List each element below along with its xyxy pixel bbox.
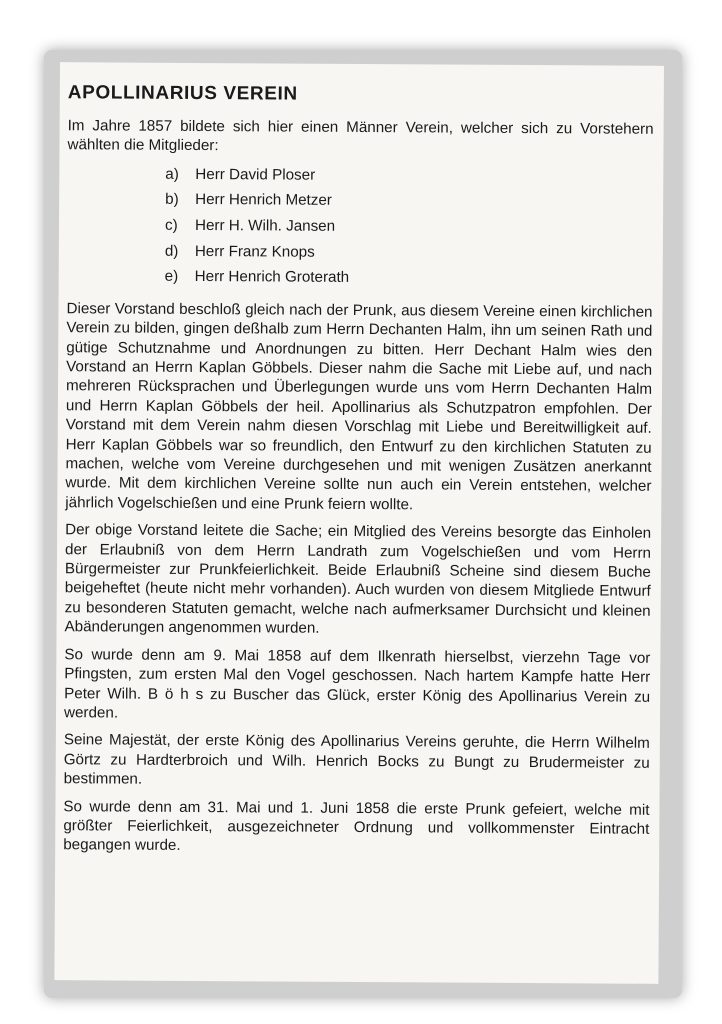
list-item-letter: c) xyxy=(164,216,178,234)
list-item-name: Herr Henrich Groterath xyxy=(194,268,350,287)
list-item xyxy=(165,213,653,242)
intro-paragraph: Im Jahre 1857 bildete sich hier einen Männer Verein, welcher sich zu Vorstehern wählten die Mitglieder: xyxy=(67,117,654,155)
list-item-letter: b) xyxy=(165,191,179,209)
list-item-letter: e) xyxy=(164,267,179,286)
list-item xyxy=(165,264,653,293)
document-title: APOLLINARIUS VEREIN xyxy=(67,82,298,105)
list-item xyxy=(165,162,653,191)
body-paragraph: So wurde denn am 31. Mai und 1. Juni 1858 die erste Prunk gefeiert, welche mit größter Feierlichkeit, ausgezeichneter Ordnung und vollkommenster Eintracht begangen wurde. xyxy=(63,797,650,855)
list-item-letter: d) xyxy=(164,242,179,260)
body-paragraph: So wurde denn am 9. Mai 1858 auf dem Ilkenrath hierselbst, vierzehn Tage vor Pfingsten, zum ersten Mal den Vogel geschossen. Nach hartem Kampfe hatte Herr Peter Wilh. B ö h s zu Buscher das Glück, erster König des Apollinarius Verein zu werden. xyxy=(63,645,651,722)
list-item xyxy=(165,238,653,267)
list-item xyxy=(165,187,653,216)
document-page xyxy=(54,62,664,984)
list-item-name: Herr Franz Knops xyxy=(194,242,315,261)
body-paragraph: Der obige Vorstand leitete die Sache; ein Mitglied des Vereins besorgte das Einholen der Erlaubniß von dem Herrn Landrath zum Vogelschießen und vom Herrn Bürgermeister zur Prunkfeierlichkeit. Beide Erlaubniß Scheine sind diesem Buche beigeheftet (heute nicht mehr vorhanden). Auch wurden von diesem Mitgliede Entwurf zu besonderen Statuten gemacht, welche nach aufmerksamer Durchsicht und kleinen Abänderungen angenommen wurden. xyxy=(64,521,652,638)
body-paragraph: Dieser Vorstand beschloß gleich nach der Prunk, aus diesem Vereine einen kirchlichen Verein zu bilden, gingen deßhalb zum Herrn Dechanten Halm, ihn um seinen Rath und gütige Schutznahme und Anordnungen zu bitten. Herr Dechant Halm wies den Vorstand an Herrn Kaplan Göbbels. Dieser nahm die Sache mit Liebe auf, und nach mehreren Rücksprachen und Überlegungen wurde uns vom Herrn Dechanten Halm und Herrn Kaplan Göbbels der heil. Apollinarius als Schutzpatron empfohlen. Der Vorstand mit dem Verein nahm diesen Vorschlag mit Liebe und Bereitwilligkeit auf. Herr Kaplan Göbbels war so freundlich, den Entwurf zu den kirchlichen Statuten zu machen, welche vom Vereine durchgesehen und mit wenigen Zusätzen anerkannt wurde. Mit dem kirchlichen Vereine sollte nun auch ein Verein entstehen, welcher jährlich Vogelschießen und eine Prunk feiern wollte. xyxy=(65,299,653,514)
list-item-name: Herr David Ploser xyxy=(195,165,316,184)
member-list xyxy=(67,161,654,293)
list-item-name: Herr H. Wilh. Jansen xyxy=(194,216,336,235)
list-item-name: Herr Henrich Metzer xyxy=(195,191,332,210)
list-item-letter: a) xyxy=(165,165,179,183)
body-paragraph: Seine Majestät, der erste König des Apollinarius Vereins geruhte, die Herrn Wilhelm Görtz zu Hardterbroich und Wilh. Henrich Bocks zu Bungt zu Brudermeister zu bestimmen. xyxy=(63,731,650,788)
